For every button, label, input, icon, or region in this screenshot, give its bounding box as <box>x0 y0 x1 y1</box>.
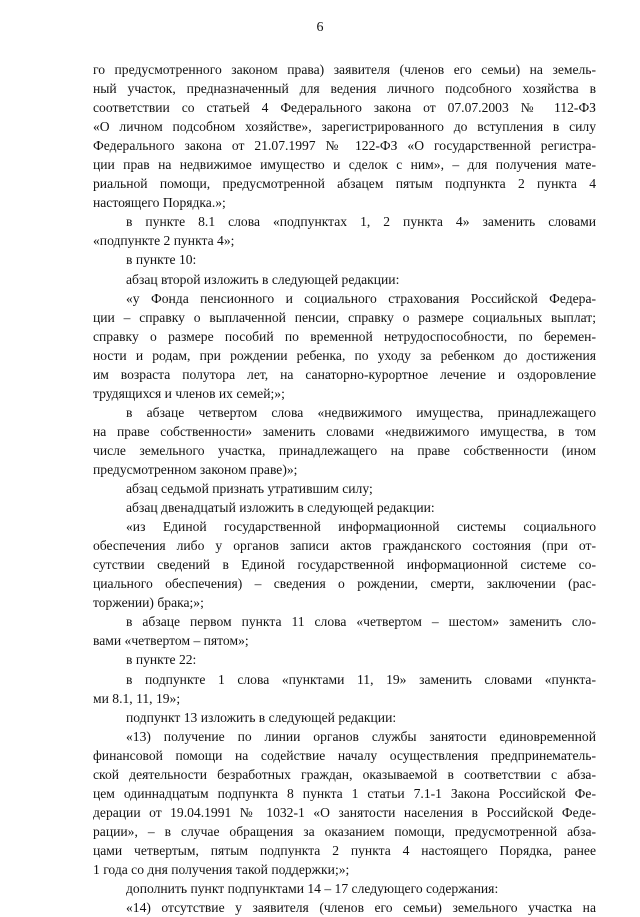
text-line: рации», – в случае обращения за оказанием помощи, предусмотренной абза- <box>93 823 596 839</box>
text-line: числе земельного участка, принадлежащего на праве собственности (ином <box>93 442 596 458</box>
text-line: «у Фонда пенсионного и социального страхования Российской Федера- <box>126 290 596 306</box>
text-line: Федерального закона от 21.07.1997 № 122-ФЗ «О государственной регистра- <box>93 138 596 154</box>
text-line: в пункте 22: <box>126 652 197 668</box>
text-line: дерации от 19.04.1991 № 1032-1 «О занятости населения в Российской Феде- <box>93 804 596 820</box>
document-body <box>93 60 596 917</box>
text-line: им возраста полутора лет, на санаторно-курортное лечение и оздоровление <box>93 366 596 382</box>
text-line: «из Единой государственной информационной системы социального <box>126 519 596 535</box>
text-line: 1 года со дня получения такой поддержки;»; <box>93 861 350 877</box>
text-line: цами четвертым, пятым подпункта 2 пункта 4 настоящего Порядка, ранее <box>93 842 596 858</box>
text-line: риальной помощи, предусмотренной абзацем пятым подпункта 2 пункта 4 <box>93 176 596 192</box>
text-line: вами «четвертом – пятом»; <box>93 633 249 649</box>
text-line: абзац второй изложить в следующей редакции: <box>126 271 400 287</box>
text-line: абзац седьмой признать утратившим силу; <box>126 481 373 497</box>
text-line: дополнить пункт подпунктами 14 – 17 следующего содержания: <box>126 881 499 897</box>
text-line: обеспечения либо у органов записи актов гражданского состояния (при от- <box>93 538 596 554</box>
text-line: торжении) брака;»; <box>93 595 204 611</box>
text-line: предусмотренном законом праве)»; <box>93 461 298 477</box>
text-line: ми 8.1, 11, 19»; <box>93 690 181 706</box>
text-line: го предусмотренного законом права) заявителя (членов его семьи) на земель- <box>93 62 596 77</box>
text-line: соответствии со статьей 4 Федерального закона от 07.07.2003 № 112-ФЗ <box>93 100 596 116</box>
text-line: цем одиннадцатым подпункта 8 пункта 1 статьи 7.1-1 Закона Российской Фе- <box>93 785 596 801</box>
text-line: циального обеспечения) – сведения о рождении, смерти, заключении (рас- <box>93 576 596 592</box>
text-line: ный участок, предназначенный для ведения личного подсобного хозяйства в <box>93 81 596 97</box>
text-line: в подпункте 1 слова «пунктами 11, 19» заменить словами «пункта- <box>126 671 596 687</box>
text-line: настоящего Порядка.»; <box>93 195 226 211</box>
text-line: ции – справку о выплаченной пенсии, справку о размере социальных выплат; <box>93 309 596 325</box>
text-line: подпункт 13 изложить в следующей редакции: <box>126 709 397 725</box>
text-line: ности и родам, при рождении ребенка, по уходу за ребенком до достижения <box>93 347 596 363</box>
text-line: в пункте 10: <box>126 252 197 268</box>
text-line: «13) получение по линии органов службы занятости единовременной <box>126 728 596 744</box>
text-line: ской деятельности безработных граждан, оказываемой в соответствии с абза- <box>93 766 596 782</box>
page-number: 6 <box>316 20 324 35</box>
text-line: в абзаце четвертом слова «недвижимого имущества, принадлежащего <box>126 404 596 420</box>
text-line: ции прав на недвижимое имущество и сделок с ним», – для получения мате- <box>93 157 596 173</box>
text-line: в пункте 8.1 слова «подпунктах 1, 2 пункта 4» заменить словами <box>126 214 596 230</box>
text-line: «подпункте 2 пункта 4»; <box>93 233 235 249</box>
text-line: справку о размере пособий по временной нетрудоспособности, по беремен- <box>93 328 596 344</box>
text-line: «О личном подсобном хозяйстве», зарегистрированного до вступления в силу <box>93 119 596 135</box>
text-line: «14) отсутствие у заявителя (членов его семьи) земельного участка на <box>126 900 596 916</box>
text-line: финансовой помощи на содействие началу осуществления предпринематель- <box>93 747 596 763</box>
text-line: сутствии сведений в Единой государственной информационной системе со- <box>93 557 596 573</box>
text-line: абзац двенадцатый изложить в следующей редакции: <box>126 500 435 516</box>
text-line: в абзаце первом пункта 11 слова «четвертом – шестом» заменить сло- <box>126 614 596 630</box>
text-line: трудящихся и членов их семей;»; <box>93 385 285 401</box>
text-line: на праве собственности» заменить словами «недвижимого имущества, в том <box>93 423 596 439</box>
